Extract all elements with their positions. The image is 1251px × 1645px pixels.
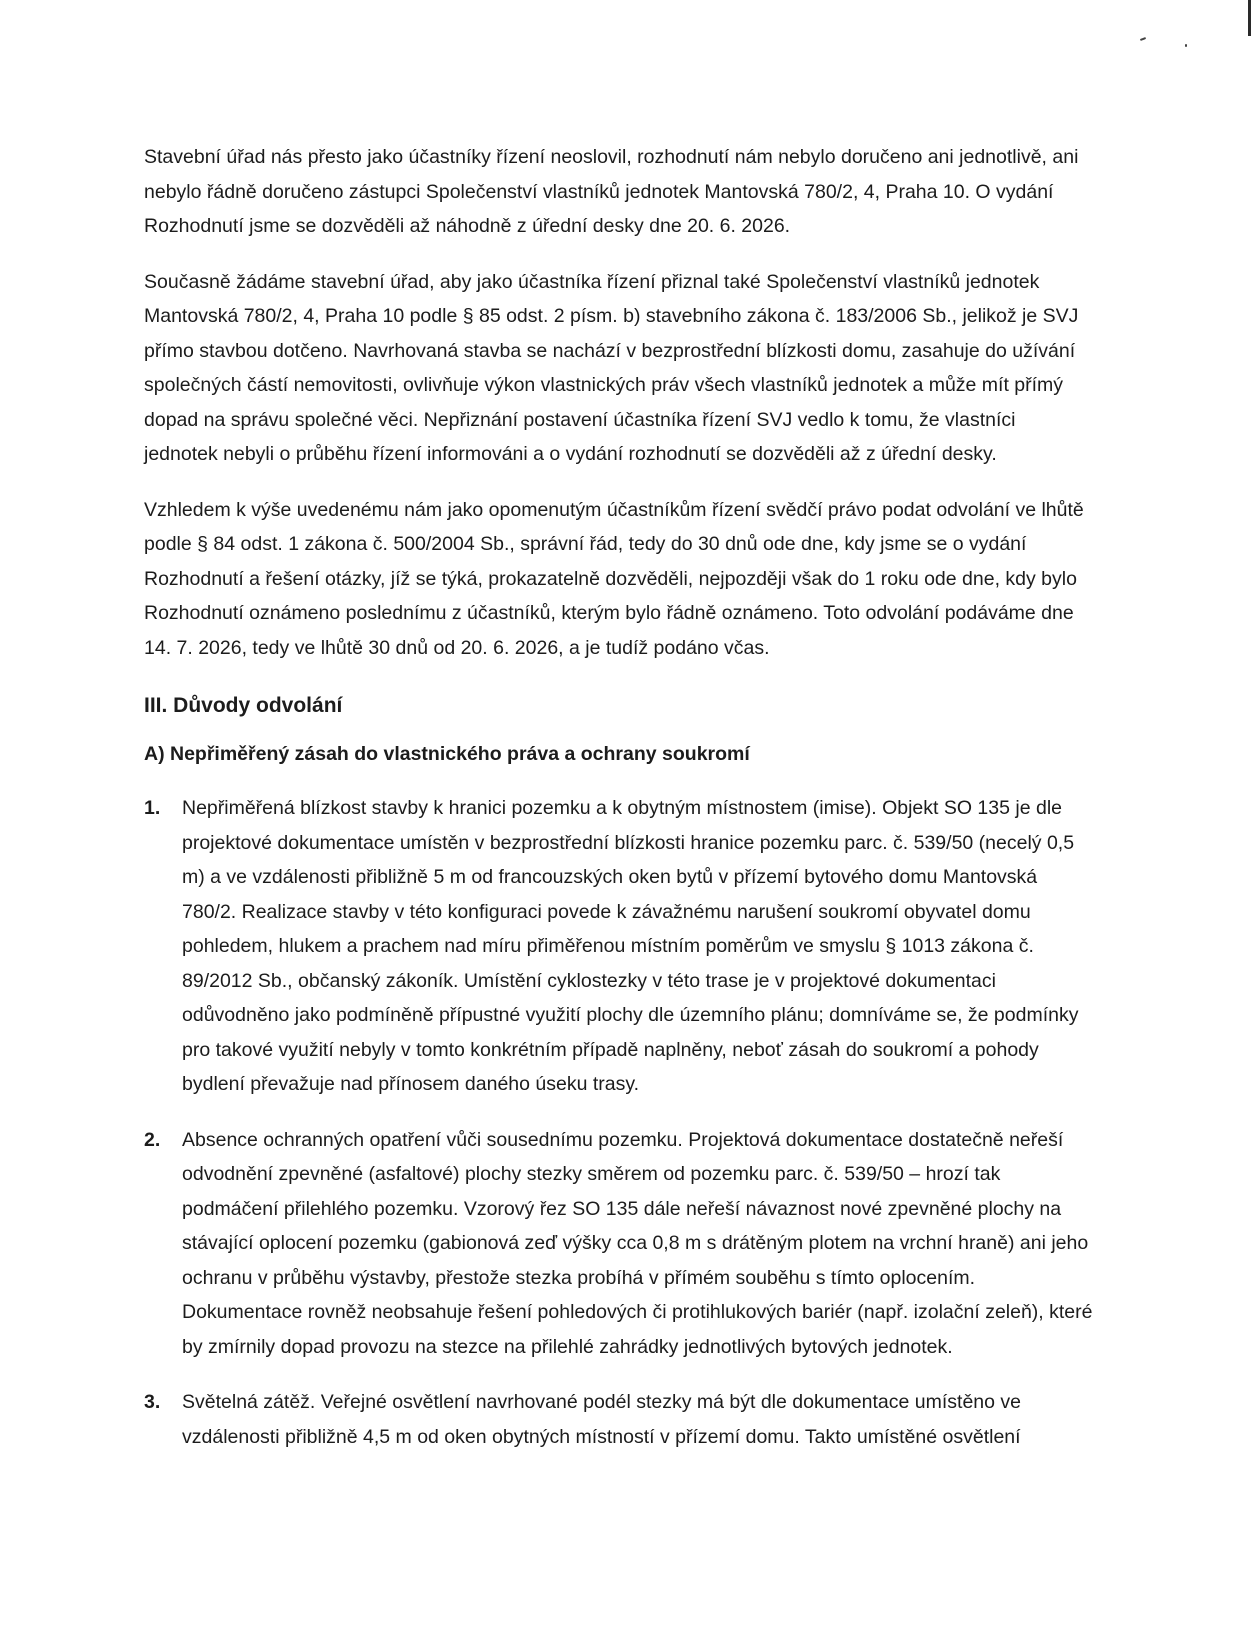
- list-item: [144, 1385, 1094, 1454]
- paragraph: Stavební úřad nás přesto jako účastníky řízení neoslovil, rozhodnutí nám nebylo doručeno ani jednotlivě, ani nebylo řádně doručeno zástupci Společenství vlastníků jednotek Mantovská 780/2, 4, Praha 10. O vydání Rozhodnutí jsme se dozvěděli až náhodně z úřední desky dne 20. 6. 2026.: [144, 146, 1079, 237]
- paragraph: Vzhledem k výše uvedenému nám jako opomenutým účastníkům řízení svědčí právo podat odvolání ve lhůtě podle § 84 odst. 1 zákona č. 500/2004 Sb., správní řád, tedy do 30 dnů ode dne, kdy jsme se o vydání Rozhodnutí a řešení otázky, jíž se týká, prokazatelně dozvěděli, nejpozději však do 1 roku ode dne, kdy bylo Rozhodnutí oznámeno poslednímu z účastníků, kterým bylo řádně oznámeno. Toto odvolání podáváme dne 14. 7. 2026, tedy ve lhůtě 30 dnů od 20. 6. 2026, a je tudíž podáno včas.: [144, 498, 1084, 659]
- subsection-heading: A) Nepřiměřený zásah do vlastnického práva a ochrany soukromí: [144, 743, 750, 765]
- paragraph: Současně žádáme stavební úřad, aby jako účastníka řízení přiznal také Společenství vlastníků jednotek Mantovská 780/2, 4, Praha 10 podle § 85 odst. 2 písm. b) stavebního zákona č. 183/2006 Sb., jelikož je SVJ přímo stavbou dotčeno. Navrhovaná stavba se nachází v bezprostřední blízkosti domu, zasahuje do užívání společných částí nemovitosti, ovlivňuje výkon vlastnických práv všech vlastníků jednotek a může mít přímý dopad na správu společné věci. Nepřiznání postavení účastníka řízení SVJ vedlo k tomu, že vlastníci jednotek nebyli o průběhu řízení informováni a o vydání rozhodnutí se dozvěděli až z úřední desky.: [144, 270, 1079, 465]
- list-item-number: 3.: [144, 1391, 161, 1413]
- numbered-list: [144, 791, 1094, 1454]
- list-item-text: Světelná zátěž. Veřejné osvětlení navrhované podél stezky má být dle dokumentace umístěno ve vzdálenosti přibližně 4,5 m od oken obytných místností v přízemí domu. Takto umístěné osvětlení: [182, 1391, 1021, 1448]
- section-heading: III. Důvody odvolání: [144, 694, 343, 717]
- list-item-text: Absence ochranných opatření vůči sousednímu pozemku. Projektová dokumentace dostatečně neřeší odvodnění zpevněné (asfaltové) plochy stezky směrem od pozemku parc. č. 539/50 – hrozí tak podmáčení přilehlého pozemku. Vzorový řez SO 135 dále neřeší návaznost nové zpevněné plochy na stávající oplocení pozemku (gabionová zeď výšky cca 0,8 m s drátěným plotem na vrchní hraně) ani jeho ochranu v průběhu výstavby, přestože stezka probíhá v přímém souběhu s tímto oplocením. Dokumentace rovněž neobsahuje řešení pohledových či protihlukových bariér (např. izolační zeleň), které by zmírnily dopad provozu na stezce na přilehlé zahrádky jednotlivých bytových jednotek.: [182, 1128, 1093, 1358]
- scan-speck: [1185, 44, 1187, 47]
- list-item-number: 1.: [144, 797, 161, 819]
- list-item-text: Nepřiměřená blízkost stavby k hranici pozemku a k obytným místnostem (imise). Objekt SO 135 je dle projektové dokumentace umístěn v bezprostřední blízkosti hranice pozemku parc. č. 539/50 (necelý 0,5 m) a ve vzdálenosti přibližně 5 m od francouzských oken bytů v přízemí bytového domu Mantovská 780/2. Realizace stavby v této konfiguraci povede k závažnému narušení soukromí obyvatel domu pohledem, hlukem a prachem nad míru přiměřenou místním poměrům ve smyslu § 1013 zákona č. 89/2012 Sb., občanský zákoník. Umístění cyklostezky v této trase je v projektové dokumentaci odůvodněno jako podmíněně přípustné využití plochy dle územního plánu; domníváme se, že podmínky pro takové využití nebyly v tomto konkrétním případě naplněny, neboť zásah do soukromí a pohody bydlení převažuje nad přínosem daného úseku trasy.: [182, 797, 1079, 1095]
- list-item-number: 2.: [144, 1128, 161, 1151]
- document-body: [144, 140, 1094, 1475]
- list-item: [144, 791, 1094, 1102]
- list-item: [144, 1123, 1094, 1365]
- scan-speck: [1140, 37, 1146, 41]
